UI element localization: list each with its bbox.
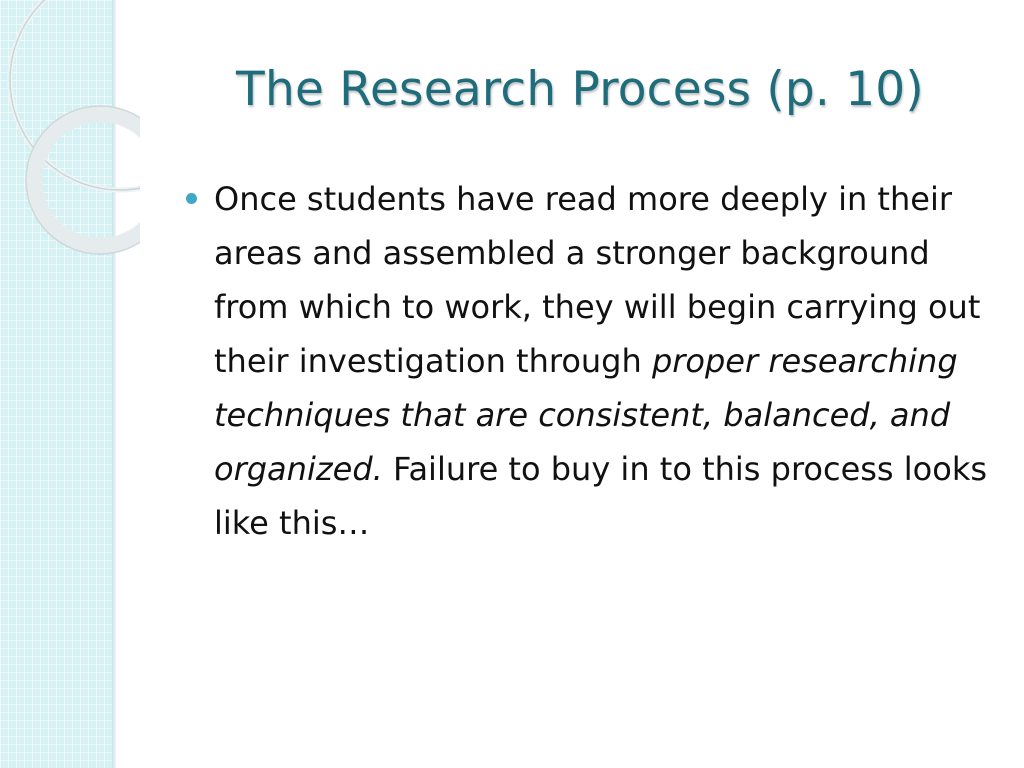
bullet-dot-icon [186,193,197,204]
decorative-ring-small-shadow [26,106,140,254]
bullet-list [182,172,992,550]
bullet-text-italic: proper researching techniques that are consistent, balanced, and organized. [214,342,958,488]
decorative-ring-small [34,114,140,246]
bullet-item [182,172,992,550]
bullet-text-end: Failure to buy in to this process looks like this… [214,450,988,542]
decorative-rings [0,0,140,260]
bullet-text-start: Once students have read more deeply in their areas and assembled a stronger background from which to work, they will begin carrying out their investigation through [214,180,981,380]
slide-title: The Research Process (p. 10) [236,62,924,117]
